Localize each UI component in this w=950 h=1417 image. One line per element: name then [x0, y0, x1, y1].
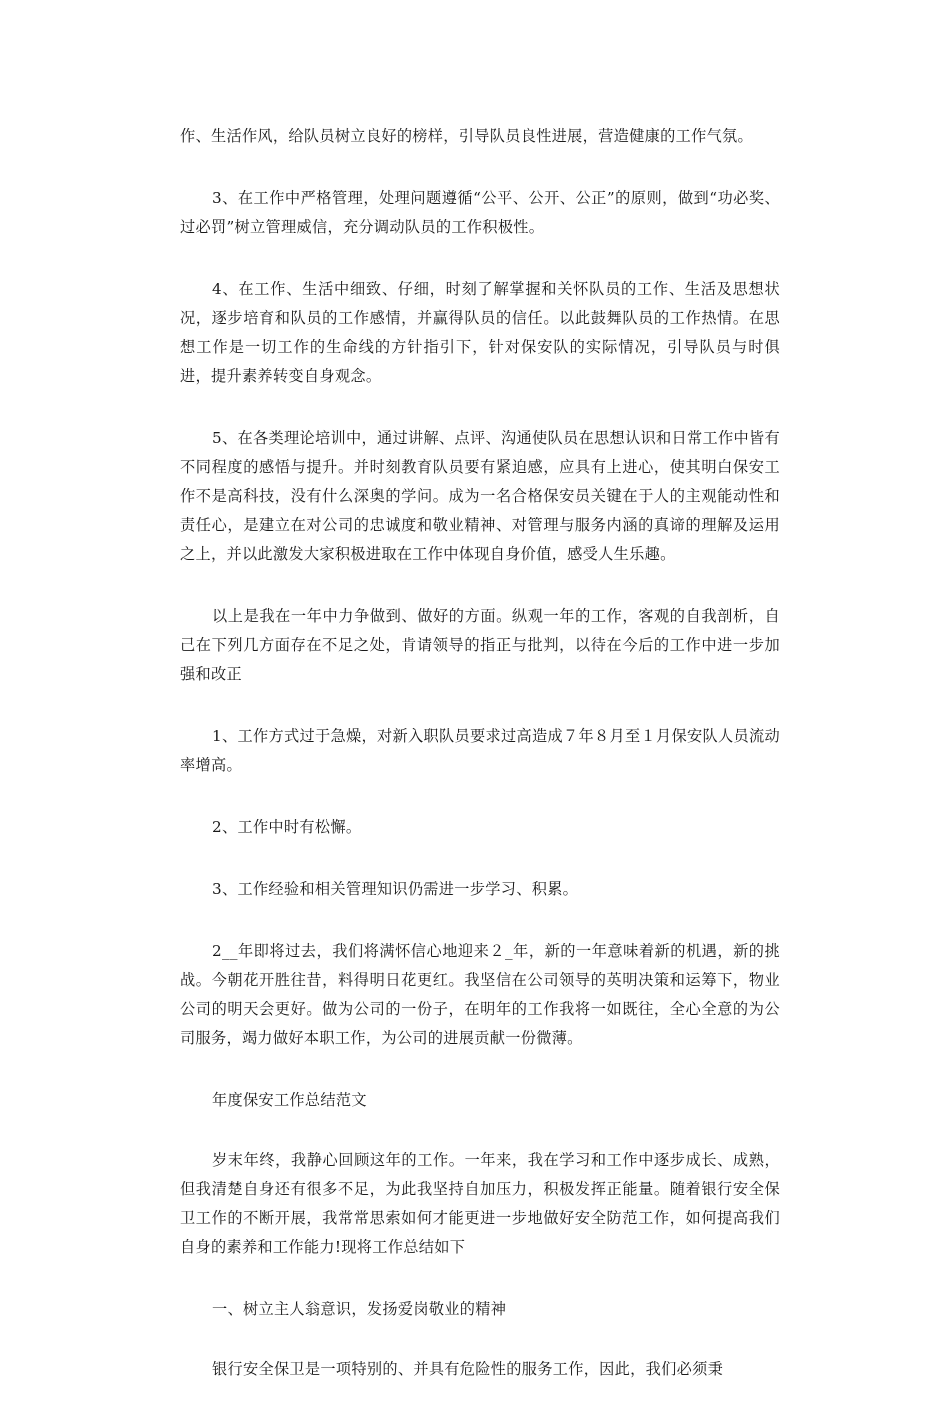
paragraph-care-for-members: 4、在工作、生活中细致、仔细，时刻了解掌握和关怀队员的工作、生活及思想状况，逐步培育和队员的工作感情，并赢得队员的信任。以此鼓舞队员的工作热情。在思想工作是一切工作的生命线的方针指引下，针对保安队的实际情况，引导队员与时俱进，提升素养转变自身观念。 — [180, 280, 780, 385]
paragraph-self-review: 以上是我在一年中力争做到、做好的方面。纵观一年的工作，客观的自我剖析，自己在下列几方面存在不足之处，肯请领导的指正与批判，以待在今后的工作中进一步加强和改正 — [180, 607, 780, 683]
paragraph-work-style: 作、生活作风，给队员树立良好的榜样，引导队员良性进展，营造健康的工作气氛。 — [180, 127, 754, 145]
paragraph-shortcoming-3: 3、工作经验和相关管理知识仍需进一步学习、积累。 — [212, 880, 579, 898]
paragraph-strict-management: 3、在工作中严格管理，处理问题遵循“公平、公开、公正”的原则，做到“功必奖、过必罚”树立管理威信，充分调动队员的工作积极性。 — [180, 189, 780, 236]
document-body — [180, 122, 780, 1417]
paragraph-bank-security: 银行安全保卫是一项特别的、并具有危险性的服务工作，因此，我们必须秉 — [212, 1360, 724, 1378]
paragraph-shortcoming-2: 2、工作中时有松懈。 — [212, 818, 362, 836]
paragraph-theory-training: 5、在各类理论培训中，通过讲解、点评、沟通使队员在思想认识和日常工作中皆有不同程度的感悟与提升。并时刻教育队员要有紧迫感，应具有上进心，使其明白保安工作不是高科技，没有什么深奥的学问。成为一名合格保安员关键在于人的主观能动性和责任心，是建立在对公司的忠诚度和敬业精神、对管理与服务内涵的真谛的理解及运用之上，并以此激发大家积极进取在工作中体现自身价值，感受人生乐趣。 — [180, 429, 780, 563]
section-heading-ownership: 一、树立主人翁意识，发扬爱岗敬业的精神 — [212, 1300, 507, 1318]
paragraph-shortcoming-1: 1、工作方式过于急燥，对新入职队员要求过高造成７年８月至１月保安队人员流动率增高。 — [180, 727, 780, 774]
paragraph-year-end-review: 岁末年终，我静心回顾这年的工作。一年来，我在学习和工作中逐步成长、成熟，但我清楚自身还有很多不足，为此我坚持自加压力，积极发挥正能量。随着银行安全保卫工作的不断开展，我常常思索如何才能更进一步地做好安全防范工作，如何提高我们自身的素养和工作能力!现将工作总结如下 — [180, 1151, 780, 1256]
section-title: 年度保安工作总结范文 — [212, 1091, 367, 1109]
paragraph-outlook: 2__年即将过去，我们将满怀信心地迎来２_年，新的一年意味着新的机遇，新的挑战。今朝花开胜往昔，料得明日花更红。我坚信在公司领导的英明决策和运筹下，物业公司的明天会更好。做为公司的一份子，在明年的工作我将一如既往，全心全意的为公司服务，竭力做好本职工作，为公司的进展贡献一份微薄。 — [180, 942, 780, 1047]
